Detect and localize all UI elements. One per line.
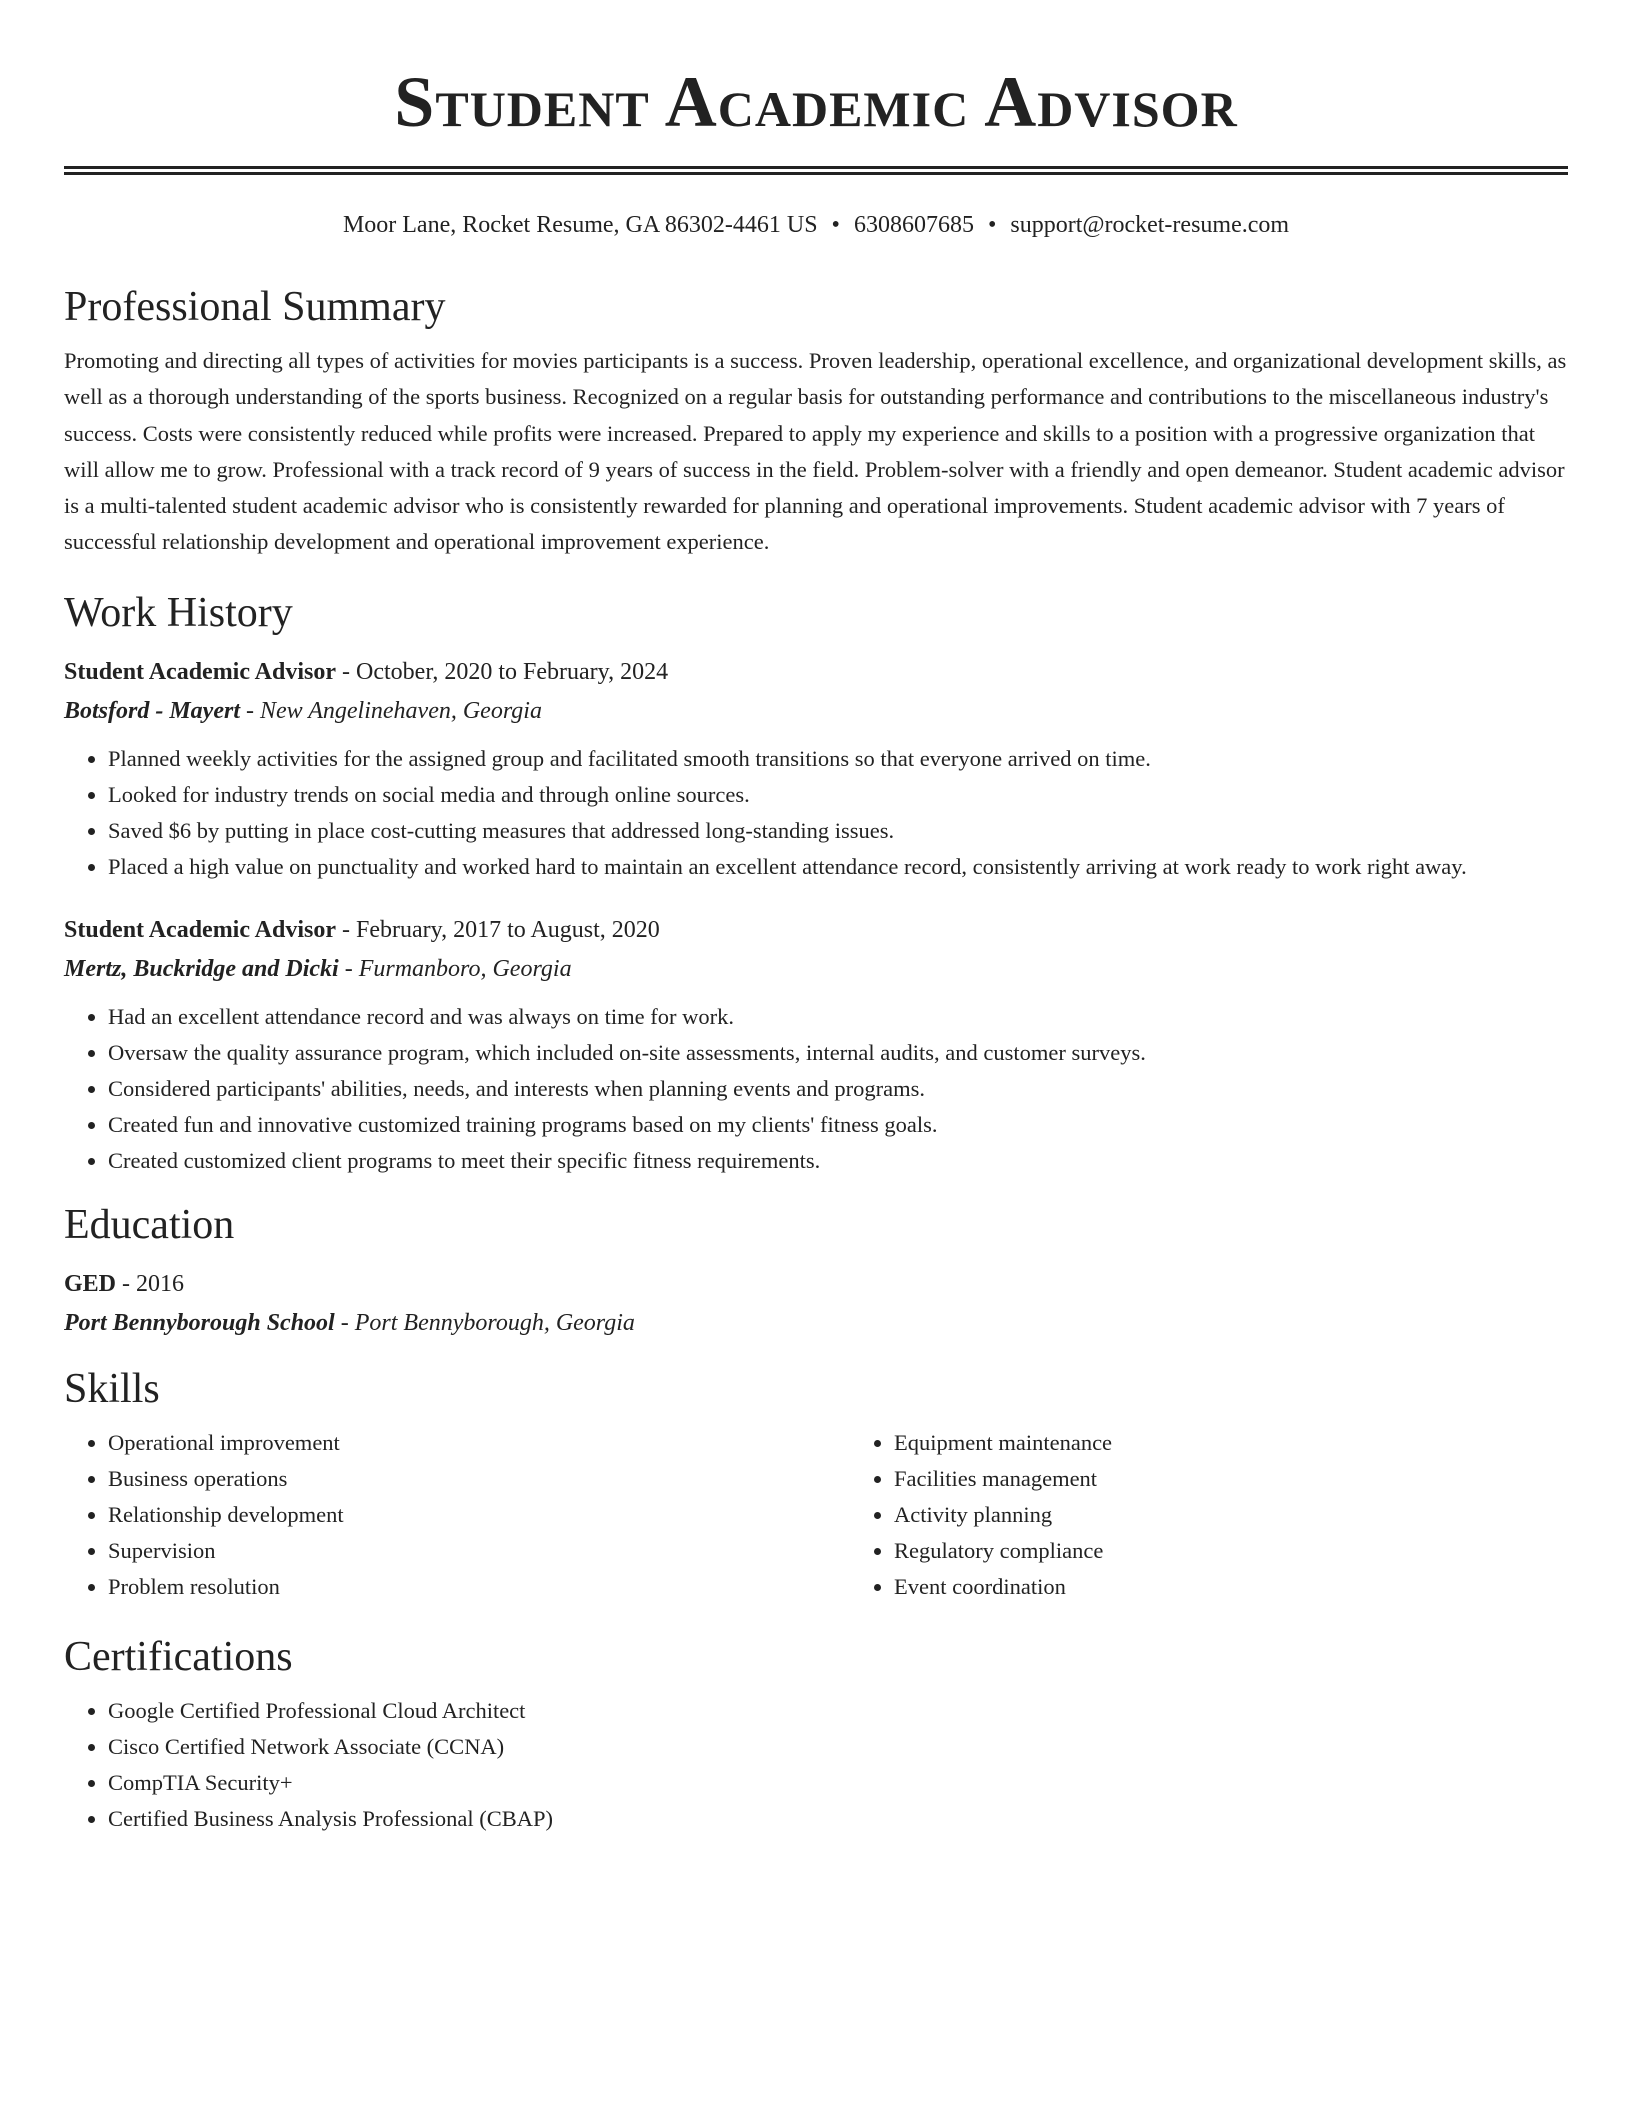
skills-grid [64, 1425, 1568, 1605]
skill-item: • Event coordination [894, 1569, 1632, 1605]
skills-column-left [64, 1425, 850, 1605]
job-title-line: Student Academic Advisor - October, 2020 to February, 2024 [64, 658, 669, 685]
job-company-line: Botsford - Mayert - New Angelinehaven, Georgia [64, 697, 542, 724]
skill-item: • Equipment maintenance [894, 1425, 1632, 1461]
contact-address: Moor Lane, Rocket Resume, GA 86302-4461 US [342, 212, 818, 238]
education-school-line: Port Bennyborough School - Port Bennyborough, Georgia [64, 1309, 635, 1336]
certification-item: • Cisco Certified Network Associate (CCNA) [108, 1729, 1568, 1765]
education-school: Port Bennyborough School [64, 1309, 335, 1336]
job-entry [64, 911, 1568, 1179]
skill-item: • Business operations [108, 1461, 850, 1497]
education-degree: GED [64, 1270, 117, 1297]
job-bullets [64, 999, 1568, 1179]
summary-text: Promoting and directing all types of activities for movies participants is a success. Proven leadership, operational excellence, and organizational development skills, as well as a thorough understanding of the sports business. Recognized on a regular basis for outstanding performance and contributions to the miscellaneous industry's success. Costs were consistently reduced while profits were increased. Prepared to apply my experience and skills to a position with a progressive organization that will allow me to grow. Professional with a track record of 9 years of success in the field. Problem-solver with a friendly and open demeanor. Student academic advisor is a multi-talented student academic advisor who is consistently rewarded for planning and operational improvements. Student academic advisor with 7 years of successful relationship development and operational improvement experience. [64, 348, 1567, 555]
section-title-summary: Professional Summary [64, 284, 446, 330]
section-title-work-history: Work History [64, 589, 293, 636]
job-bullets [64, 741, 1568, 885]
job-title-line: Student Academic Advisor - February, 2017 to August, 2020 [64, 916, 660, 943]
job-role: Student Academic Advisor [64, 658, 337, 685]
certification-item: • CompTIA Security+ [108, 1765, 1568, 1801]
job-dates: October, 2020 to February, 2024 [356, 658, 669, 685]
skill-item: • Relationship development [108, 1497, 850, 1533]
skill-item: • Regulatory compliance [894, 1533, 1632, 1569]
education-degree-line: GED - 2016 [64, 1270, 185, 1297]
skill-item: • Operational improvement [108, 1425, 850, 1461]
contact-email: support@rocket-resume.com [1010, 212, 1290, 238]
job-bullet: • Created customized client programs to meet their specific fitness requirements. [108, 1143, 1568, 1179]
contact-separator: • [831, 212, 840, 238]
job-bullet: • Saved $6 by putting in place cost-cutting measures that addressed long-standing issues. [108, 813, 1568, 849]
education-location: Port Bennyborough, Georgia [354, 1309, 635, 1336]
section-title-certifications: Certifications [64, 1633, 293, 1680]
job-bullet: • Considered participants' abilities, needs, and interests when planning events and programs. [108, 1071, 1568, 1107]
contact-phone: 6308607685 [853, 212, 974, 238]
section-title-skills: Skills [64, 1365, 160, 1412]
certification-item: • Certified Business Analysis Professional (CBAP) [108, 1801, 1568, 1837]
job-bullet: • Planned weekly activities for the assigned group and facilitated smooth transitions so that everyone arrived on time. [108, 741, 1568, 777]
certification-item: • Google Certified Professional Cloud Architect [108, 1693, 1568, 1729]
job-location: New Angelinehaven, Georgia [260, 697, 542, 724]
education-entry [64, 1265, 1568, 1343]
contact-line [64, 209, 1568, 241]
skill-item: • Supervision [108, 1533, 850, 1569]
job-bullet: • Placed a high value on punctuality and worked hard to maintain an excellent attendance record, consistently arriving at work ready to work right away. [108, 849, 1568, 885]
job-bullet: • Oversaw the quality assurance program, which included on-site assessments, internal audits, and customer surveys. [108, 1035, 1568, 1071]
education-year: 2016 [136, 1270, 185, 1297]
certification-list [64, 1693, 1568, 1837]
resume-name: Student Academic Advisor [394, 62, 1238, 142]
section-title-education: Education [64, 1201, 235, 1248]
skill-item: • Problem resolution [108, 1569, 850, 1605]
job-dates: February, 2017 to August, 2020 [356, 916, 660, 943]
job-company: Mertz, Buckridge and Dicki [64, 955, 339, 982]
job-entry [64, 653, 1568, 885]
job-role: Student Academic Advisor [64, 916, 337, 943]
job-location: Furmanboro, Georgia [358, 955, 572, 982]
skill-item: • Facilities management [894, 1461, 1632, 1497]
header-divider [64, 166, 1568, 175]
job-bullet: • Created fun and innovative customized training programs based on my clients' fitness goals. [108, 1107, 1568, 1143]
contact-separator: • [987, 212, 997, 238]
job-company-line: Mertz, Buckridge and Dicki - Furmanboro, Georgia [64, 955, 572, 982]
skill-item: • Activity planning [894, 1497, 1632, 1533]
job-company: Botsford - Mayert [64, 697, 240, 724]
job-bullet: • Had an excellent attendance record and was always on time for work. [108, 999, 1568, 1035]
job-bullet: • Looked for industry trends on social media and through online sources. [108, 777, 1568, 813]
skills-column-right [850, 1425, 1632, 1605]
